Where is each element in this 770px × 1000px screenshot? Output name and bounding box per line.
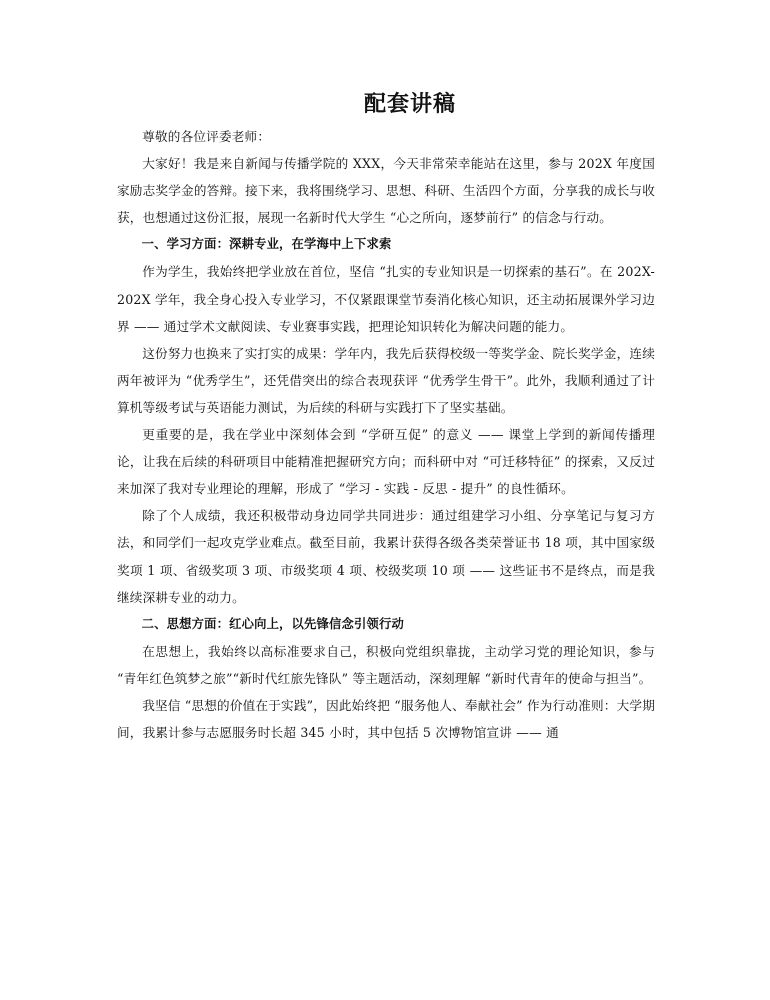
body-paragraph: 我坚信 “思想的价值在于实践”，因此始终把 “服务他人、奉献社会” 作为行动准则：大学期间，我累计参与志愿服务时长超 345 小时，其中包括 5 次博物馆宣讲 —— 通 bbox=[117, 697, 655, 741]
salutation: 尊敬的各位评委老师： bbox=[142, 129, 271, 144]
document-body bbox=[117, 123, 655, 746]
body-paragraph: 这份努力也换来了实打实的成果：学年内，我先后获得校级一等奖学金、院长奖学金，连续两年被评为 “优秀学生”，还凭借突出的综合表现获评 “优秀学生骨干”。此外，我顺利通过了计算机等级考试与英语能力测试，为后续的科研与实践打下了坚实基础。 bbox=[117, 345, 655, 415]
section-study bbox=[117, 231, 655, 610]
section-thought bbox=[117, 611, 655, 746]
body-paragraph: 更重要的是，我在学业中深刻体会到 “学研互促” 的意义 —— 课堂上学到的新闻传播理论，让我在后续的科研项目中能精准把握研究方向；而科研中对 “可迁移特征” 的探索，又反过来加深了我对专业理论的理解，形成了 “学习 - 实践 - 反思 - 提升” 的良性循环。 bbox=[117, 427, 655, 497]
intro-paragraph: 大家好！我是来自新闻与传播学院的 XXX，今天非常荣幸能站在这里，参与 202X 年度国家励志奖学金的答辩。接下来，我将围绕学习、思想、科研、生活四个方面，分享我的成长与收获，也想通过这份汇报，展现一名新时代大学生 “心之所向，逐梦前行” 的信念与行动。 bbox=[117, 156, 655, 226]
body-paragraph: 除了个人成绩，我还积极带动身边同学共同进步：通过组建学习小组、分享笔记与复习方法，和同学们一起攻克学业难点。截至目前，我累计获得各级各类荣誉证书 18 项，其中国家级奖项 1 项、省级奖项 3 项、市级奖项 4 项、校级奖项 10 项 —— 这些证书不是终点，而是我继续深耕专业的动力。 bbox=[117, 508, 655, 605]
section-heading: 一、学习方面：深耕专业，在学海中上下求索 bbox=[141, 237, 392, 252]
body-paragraph: 在思想上，我始终以高标准要求自己，积极向党组织靠拢，主动学习党的理论知识，参与 “青年红色筑梦之旅”“新时代红旅先锋队” 等主题活动，深刻理解 “新时代青年的使命与担当”。 bbox=[117, 643, 655, 686]
section-heading: 二、思想方面：红心向上，以先锋信念引领行动 bbox=[141, 616, 405, 631]
body-paragraph: 作为学生，我始终把学业放在首位，坚信 “扎实的专业知识是一切探索的基石”。在 202X-202X 学年，我全身心投入专业学习，不仅紧跟课堂节奏消化核心知识，还主动拓展课外学习边界 —— 通过学术文献阅读、专业赛事实践，把理论知识转化为解决问题的能力。 bbox=[117, 264, 655, 334]
document-title: 配套讲稿 bbox=[363, 92, 456, 117]
